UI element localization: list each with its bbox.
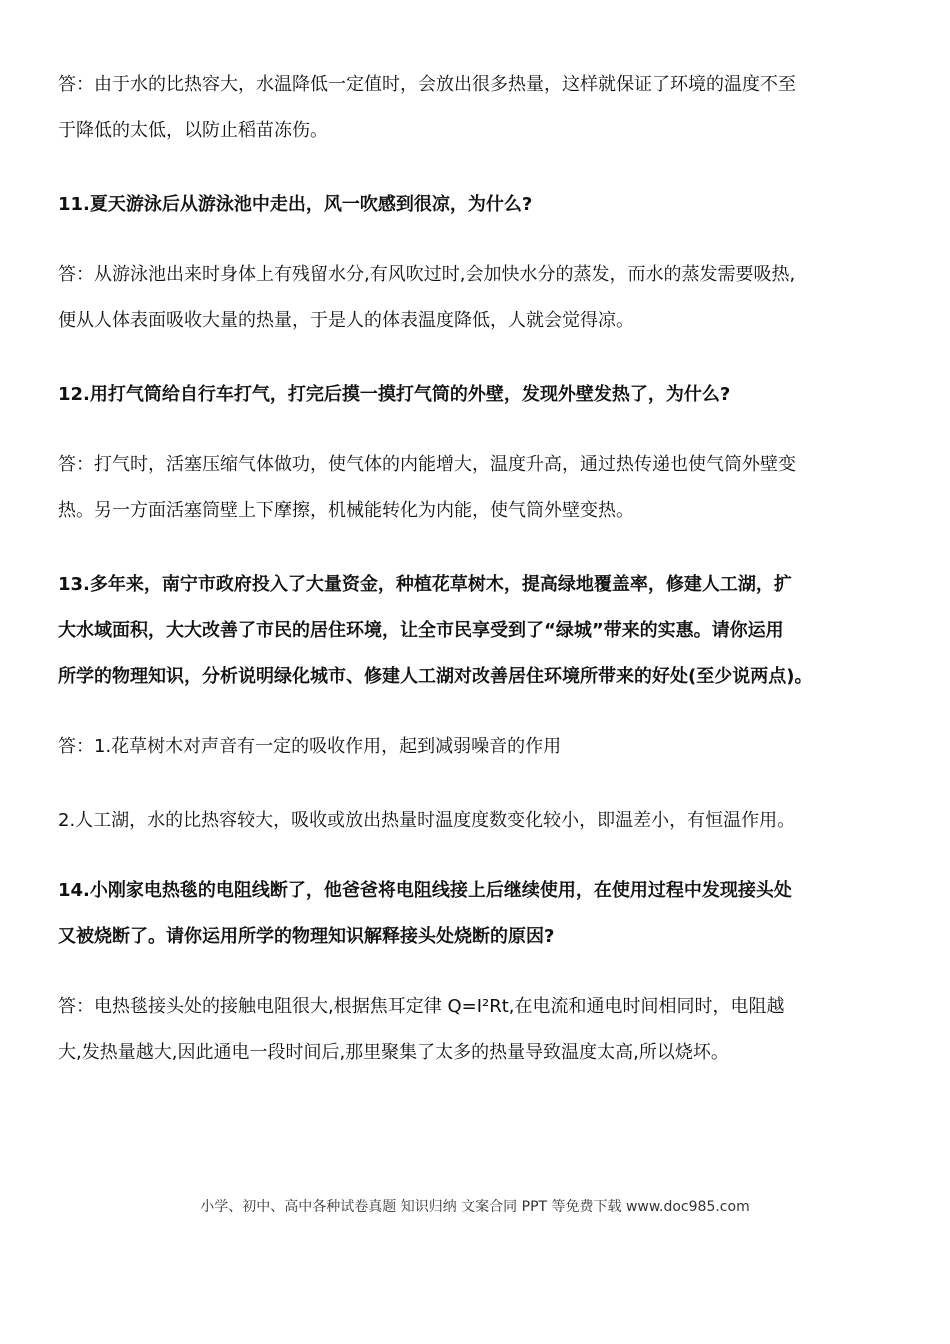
- answer-paragraph: [58, 984, 898, 1076]
- text-line: 于降低的太低，以防止稻苗冻伤。: [58, 120, 328, 141]
- answer-paragraph: [58, 252, 898, 344]
- text-line: 14.小刚家电热毯的电阻线断了，他爸爸将电阻线接上后继续使用，在使用过程中发现接头处: [58, 880, 792, 901]
- text-line: 13.多年来，南宁市政府投入了大量资金，种植花草树木，提高绿地覆盖率，修建人工湖，扩: [58, 574, 792, 595]
- text-line: 12.用打气筒给自行车打气，打完后摸一摸打气筒的外壁，发现外壁发热了，为什么?: [58, 384, 731, 405]
- text-line: 大,发热量越大,因此通电一段时间后,那里聚集了太多的热量导致温度太高,所以烧坏。: [58, 1042, 729, 1063]
- text-line: 答：由于水的比热容大，水温降低一定值时，会放出很多热量，这样就保证了环境的温度不至: [58, 74, 796, 95]
- text-line: 大水域面积，大大改善了市民的居住环境，让全市民享受到了“绿城”带来的实惠。请你运用: [58, 620, 784, 641]
- text-line: 答：打气时，活塞压缩气体做功，使气体的内能增大，温度升高，通过热传递也使气筒外壁变: [58, 454, 796, 475]
- question-12: [58, 372, 898, 418]
- text-line: 热。另一方面活塞筒壁上下摩擦，机械能转化为内能，使气筒外壁变热。: [58, 500, 634, 521]
- answer-paragraph: [58, 442, 898, 534]
- text-line: 11.夏天游泳后从游泳池中走出，风一吹感到很凉，为什么?: [58, 194, 533, 215]
- text-line: 答：从游泳池出来时身体上有残留水分,有风吹过时,会加快水分的蒸发，而水的蒸发需要吸热,: [58, 264, 796, 285]
- text-line: 答：电热毯接头处的接触电阻很大,根据焦耳定律 Q=I²Rt,在电流和通电时间相同时，电阻越: [58, 996, 785, 1017]
- text-line: 2.人工湖，水的比热容较大，吸收或放出热量时温度度数变化较小，即温差小，有恒温作用。: [58, 810, 796, 831]
- question-13: [58, 562, 898, 700]
- answer-paragraph: [58, 724, 898, 770]
- question-14: [58, 868, 898, 960]
- answer-paragraph: [58, 62, 898, 154]
- text-line: 便从人体表面吸收大量的热量，于是人的体表温度降低，人就会觉得凉。: [58, 310, 634, 331]
- page-footer: 小学、初中、高中各种试卷真题 知识归纳 文案合同 PPT 等免费下载 www.doc985.com: [200, 1199, 750, 1215]
- text-line: 又被烧断了。请你运用所学的物理知识解释接头处烧断的原因?: [58, 926, 555, 947]
- text-line: 所学的物理知识，分析说明绿化城市、修建人工湖对改善居住环境所带来的好处(至少说两点)。: [58, 666, 813, 687]
- document-body: [58, 62, 898, 1076]
- answer-paragraph: [58, 798, 898, 844]
- question-11: [58, 182, 898, 228]
- text-line: 答：1.花草树木对声音有一定的吸收作用，起到减弱噪音的作用: [58, 736, 562, 757]
